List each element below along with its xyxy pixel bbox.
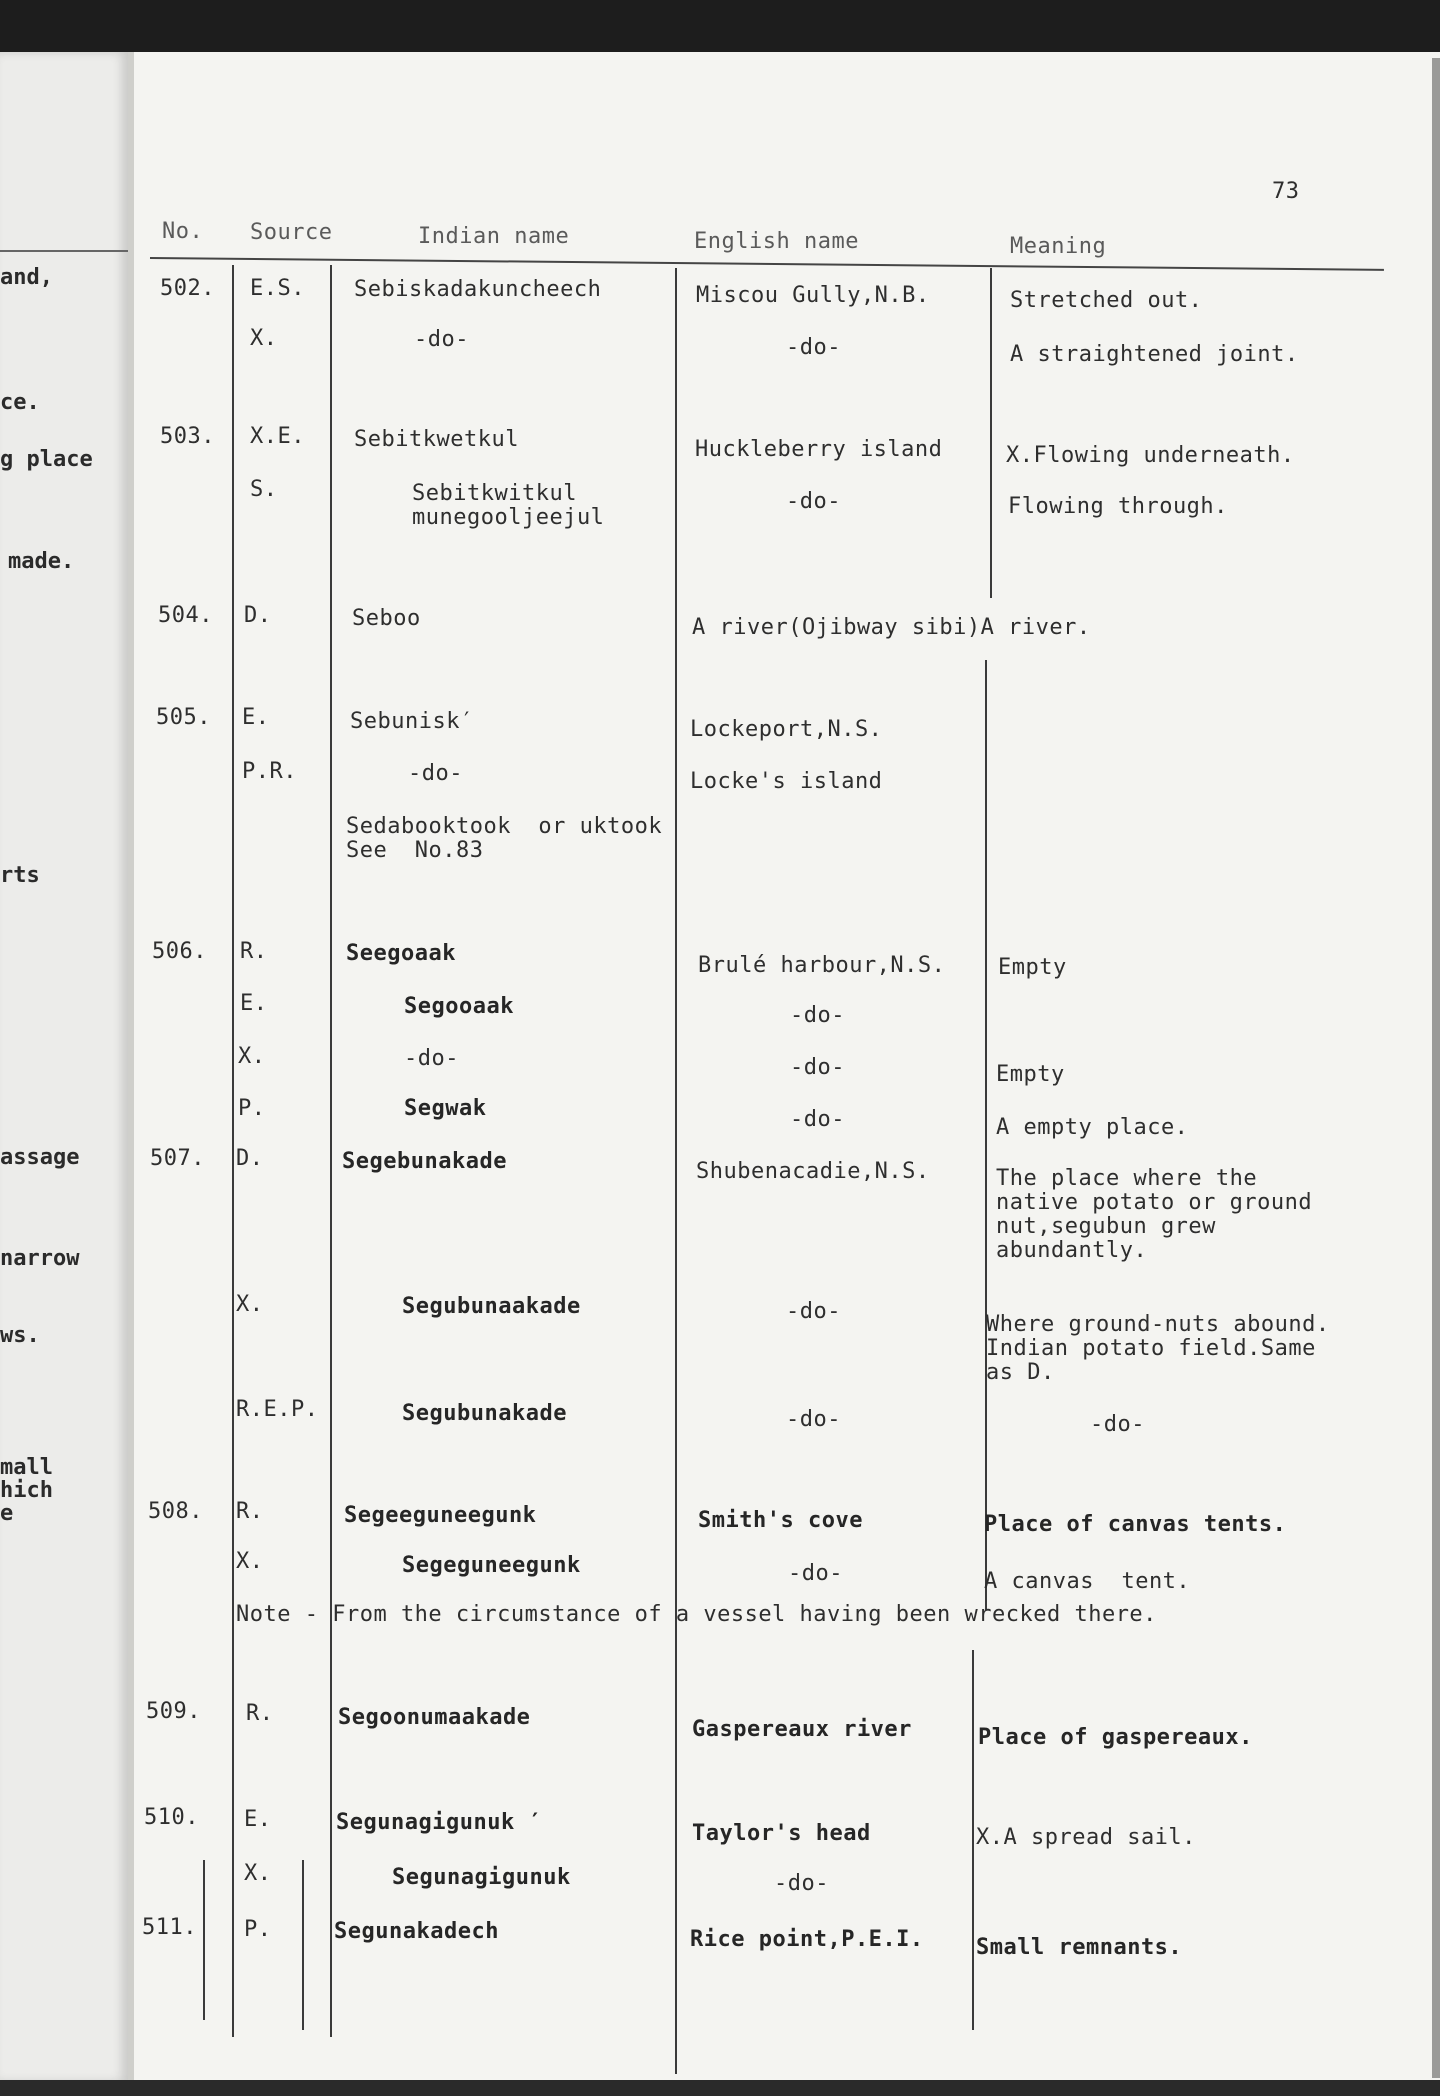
english-name: Shubenacadie,N.S. [696,1159,930,1184]
source-code: S. [250,477,278,502]
column-rule [330,265,332,2037]
indian-name: Sebitkwitkul [412,481,577,506]
meaning-continued: nut,segubun grew [996,1214,1216,1239]
meaning-continued: native potato or ground [996,1190,1313,1215]
source-code: X. [236,1549,264,1574]
source-code: X. [238,1044,266,1069]
source-code: E. [244,1807,272,1832]
left-fragment: mall [0,1455,53,1480]
cross-reference: Sedabooktook or uktook [346,814,663,839]
meaning: X.A spread sail. [976,1825,1196,1850]
left-fragment: and, [0,265,53,290]
indian-name: Seegoaak [346,941,456,966]
meaning: Stretched out. [1010,288,1203,313]
english-name: -do- [788,1561,843,1586]
entry-number: 510. [144,1805,199,1830]
indian-name: -do- [404,1046,459,1071]
source-code: P. [238,1096,266,1121]
english-name: Lockeport,N.S. [690,717,883,742]
meaning: Empty [996,1062,1065,1087]
page-right-edge [1432,58,1440,2078]
indian-name: Segunakadech [334,1919,499,1944]
source-code: R. [240,939,268,964]
header-meaning: Meaning [1010,234,1107,259]
meaning: X.Flowing underneath. [1006,443,1295,468]
left-fragment: made. [8,549,75,574]
page-number: 73 [1272,179,1300,204]
indian-name: Segeguneegunk [402,1553,581,1578]
source-code: E. [240,991,268,1016]
source-code: X. [250,326,278,351]
english-name: Smith's cove [698,1508,863,1533]
source-code: E.S. [250,276,305,301]
note: Note - From the circumstance of a vessel having been wrecked there. [236,1602,1157,1627]
entry-number: 502. [160,276,215,301]
source-code: P. [244,1917,272,1942]
page-binding-edge [128,52,134,2082]
cross-reference-see: See No.83 [346,838,484,863]
indian-name: Segoonumaakade [338,1705,531,1730]
indian-name: Sebunisk′ [350,709,474,734]
english-name: Miscou Gully,N.B. [696,283,930,308]
indian-name: Sebitkwetkul [354,427,519,452]
column-rule [985,660,987,1610]
indian-name: Segeeguneegunk [344,1503,537,1528]
indian-name: Segooaak [404,994,514,1019]
meaning: Place of canvas tents. [984,1512,1287,1537]
english-name: Rice point,P.E.I. [690,1927,924,1952]
english-name: -do- [774,1871,829,1896]
left-fragment: g place [0,447,93,472]
english-name: -do- [786,489,841,514]
indian-name: Segunagigunuk [392,1865,571,1890]
english-name: Huckleberry island [695,437,943,462]
entry-number: 503. [160,424,215,449]
source-code: R. [236,1499,264,1524]
header-english-name: English name [694,229,859,254]
left-facing-page [0,52,128,2082]
left-fragment: rts [0,863,40,888]
indian-name: -do- [414,327,469,352]
meaning: Small remnants. [976,1935,1183,1960]
english-name: Brulé harbour,N.S. [698,953,946,978]
column-rule [302,1860,304,2030]
indian-name: Seboo [352,606,421,631]
english-name: Locke's island [690,769,883,794]
source-code: D. [244,603,272,628]
meaning: Flowing through. [1008,494,1228,519]
english-name: -do- [786,1407,841,1432]
indian-name: Segebunakade [342,1149,507,1174]
entry-number: 506. [152,939,207,964]
header-no: No. [162,219,204,244]
meaning: Place of gaspereaux. [978,1725,1253,1750]
left-page-rule [0,250,128,252]
english-name: Taylor's head [692,1821,871,1846]
english-name: -do- [790,1003,845,1028]
indian-name: Segubunakade [402,1401,567,1426]
entry-number: 509. [146,1699,201,1724]
source-code: D. [236,1146,264,1171]
meaning: The place where the [996,1166,1258,1191]
entry-number: 504. [158,603,213,628]
meaning-continued: Indian potato field.Same [986,1336,1316,1361]
meaning: Where ground-nuts abound. [986,1312,1330,1337]
meaning: A straightened joint. [1010,342,1299,367]
indian-name-continued: munegooljeejul [412,505,605,530]
english-name: -do- [790,1107,845,1132]
entry-number: 511. [142,1915,197,1940]
source-code: E. [242,705,270,730]
left-fragment: narrow [0,1246,80,1271]
entry-number: 505. [156,705,211,730]
header-indian-name: Indian name [418,224,570,249]
left-fragment: e [0,1501,14,1526]
left-fragment: assage [0,1145,80,1170]
entry-number: 508. [148,1499,203,1524]
meaning: A canvas tent. [984,1569,1191,1594]
english-name: -do- [786,1299,841,1324]
meaning: Empty [998,955,1067,980]
indian-name: Sebiskadakuncheech [354,277,602,302]
meaning: -do- [1090,1412,1145,1437]
left-fragment: ws. [0,1323,40,1348]
indian-name: -do- [408,761,463,786]
english-name: Gaspereaux river [692,1717,912,1742]
column-rule [232,265,234,2037]
indian-name: Segwak [404,1096,487,1121]
scanner-top-bar [0,0,1440,58]
source-code: X. [236,1292,264,1317]
scanner-bottom-bar [0,2080,1440,2096]
meaning-continued: abundantly. [996,1238,1148,1263]
english-name: -do- [790,1055,845,1080]
meaning: A empty place. [996,1115,1189,1140]
column-rule [675,268,677,2074]
source-code: X.E. [250,424,305,449]
left-fragment: hich [0,1478,53,1503]
left-fragment: ce. [0,390,40,415]
column-rule [972,1650,974,2030]
meaning-continued: as D. [986,1360,1055,1385]
column-rule [990,268,992,598]
source-code: X. [244,1861,272,1886]
entry-number: 507. [150,1146,205,1171]
english-name: -do- [786,335,841,360]
indian-name: Segubunaakade [402,1294,581,1319]
indian-name: Segunagigunuk ′ [336,1810,543,1835]
source-code: P.R. [242,759,297,784]
source-code: R.E.P. [236,1397,319,1422]
source-code: R. [246,1701,274,1726]
header-source: Source [250,220,333,245]
english-name: A river(Ojibway sibi)A river. [692,615,1091,640]
column-rule [203,1860,205,2020]
